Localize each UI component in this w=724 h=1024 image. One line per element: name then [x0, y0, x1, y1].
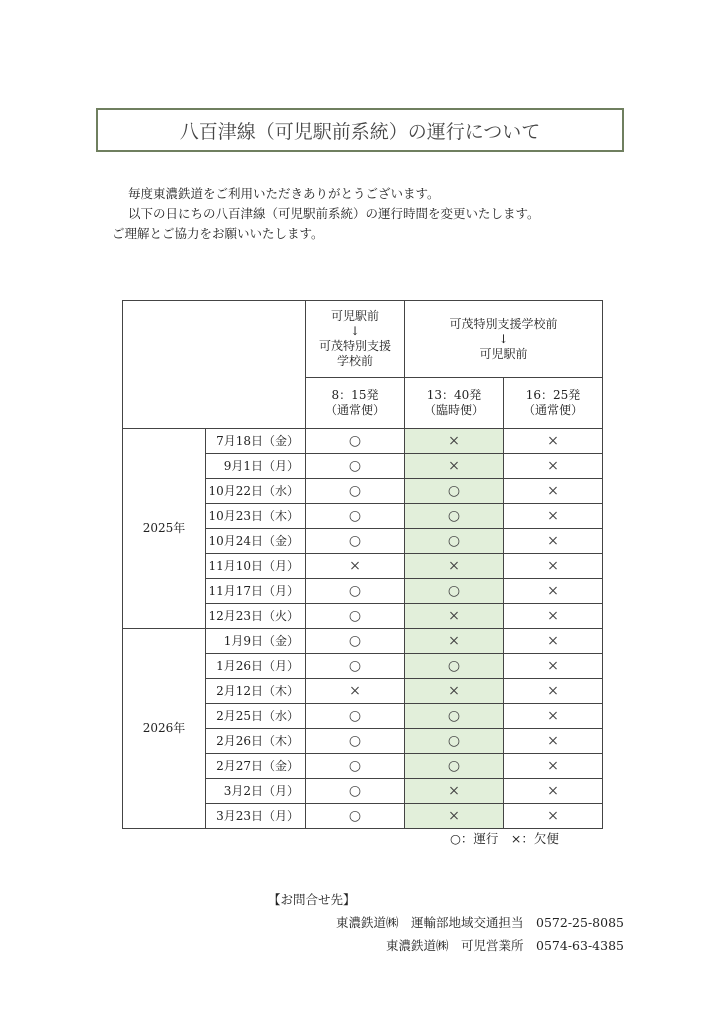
status-cancelled: × [504, 729, 603, 754]
status-operating: ○ [306, 504, 405, 529]
status-cancelled: × [504, 554, 603, 579]
table-row [123, 629, 603, 654]
contact-line: 東濃鉄道㈱ 可児営業所 0574-63-4385 [386, 938, 624, 953]
header-route-inbound [405, 301, 603, 378]
status-cancelled: × [504, 679, 603, 704]
date-cell: 2月27日（金） [206, 754, 306, 779]
date-cell: 1月9日（金） [206, 629, 306, 654]
route-from: 可児駅前 [330, 309, 379, 323]
status-cancelled: × [504, 629, 603, 654]
route-to: 可茂特別支援 [318, 339, 391, 353]
date-cell: 1月26日（月） [206, 654, 306, 679]
date-cell: 10月23日（木） [206, 504, 306, 529]
date-cell: 12月23日（火） [206, 604, 306, 629]
departure-time: 13：40発 [426, 388, 482, 402]
status-operating: ○ [306, 754, 405, 779]
departure-time: 8：15発 [331, 388, 379, 402]
status-operating: ○ [306, 779, 405, 804]
route-from: 可茂特別支援学校前 [449, 316, 558, 331]
intro-text [112, 184, 540, 244]
status-cancelled: × [504, 754, 603, 779]
status-cancelled: × [405, 454, 504, 479]
status-cancelled: × [504, 479, 603, 504]
status-cancelled: × [504, 779, 603, 804]
status-operating: ○ [306, 729, 405, 754]
title-text: 八百津線（可児駅前系統）の運行について [179, 120, 541, 143]
header-time-1625 [504, 378, 603, 429]
status-cancelled: × [405, 629, 504, 654]
status-operating: ○ [405, 704, 504, 729]
service-type: （臨時便） [423, 403, 484, 417]
status-cancelled: × [504, 804, 603, 829]
status-cancelled: × [306, 554, 405, 579]
status-operating: ○ [405, 579, 504, 604]
status-operating: ○ [306, 654, 405, 679]
status-operating: ○ [306, 479, 405, 504]
status-operating: ○ [306, 604, 405, 629]
status-cancelled: × [504, 654, 603, 679]
arrow-down-icon: ↓ [349, 324, 361, 338]
status-cancelled: × [405, 604, 504, 629]
status-operating: ○ [405, 754, 504, 779]
schedule-table [122, 300, 603, 829]
date-cell: 10月22日（水） [206, 479, 306, 504]
status-cancelled: × [504, 604, 603, 629]
header-time-0815 [306, 378, 405, 429]
header-time-1340 [405, 378, 504, 429]
date-cell: 11月17日（月） [206, 579, 306, 604]
departure-time: 16：25発 [525, 388, 581, 402]
status-cancelled: × [405, 429, 504, 454]
page-title [96, 108, 624, 152]
date-cell: 2月12日（木） [206, 679, 306, 704]
status-cancelled: × [504, 704, 603, 729]
status-operating: ○ [405, 654, 504, 679]
date-cell: 11月10日（月） [206, 554, 306, 579]
status-cancelled: × [405, 554, 504, 579]
contact-line: 東濃鉄道㈱ 運輸部地域交通担当 0572-25-8085 [336, 915, 624, 930]
status-operating: ○ [306, 579, 405, 604]
status-operating: ○ [306, 429, 405, 454]
header-route-outbound [306, 301, 405, 378]
table-row [123, 429, 603, 454]
date-cell: 7月18日（金） [206, 429, 306, 454]
status-operating: ○ [306, 804, 405, 829]
date-cell: 2月26日（木） [206, 729, 306, 754]
route-to: 可児駅前 [479, 346, 528, 361]
status-cancelled: × [504, 429, 603, 454]
status-cancelled: × [504, 579, 603, 604]
legend: ○：運行 ×：欠便 [450, 831, 559, 846]
status-operating: ○ [306, 704, 405, 729]
contact-heading: 【お問合せ先】 [268, 892, 356, 907]
status-operating: ○ [306, 529, 405, 554]
service-type: （通常便） [522, 403, 583, 417]
date-cell: 2月25日（水） [206, 704, 306, 729]
schedule-body [123, 429, 603, 829]
date-cell: 3月23日（月） [206, 804, 306, 829]
arrow-down-icon: ↓ [498, 331, 509, 346]
date-cell: 3月2日（月） [206, 779, 306, 804]
year-cell: 2026年 [123, 629, 206, 829]
status-operating: ○ [405, 504, 504, 529]
status-cancelled: × [405, 804, 504, 829]
intro-line: 毎度東濃鉄道をご利用いただきありがとうございます。 [128, 186, 440, 201]
status-cancelled: × [504, 504, 603, 529]
status-operating: ○ [405, 529, 504, 554]
status-cancelled: × [306, 679, 405, 704]
intro-line: ご理解とご協力をお願いいたします。 [112, 226, 324, 241]
status-cancelled: × [504, 529, 603, 554]
status-cancelled: × [504, 454, 603, 479]
status-operating: ○ [306, 454, 405, 479]
intro-line: 以下の日にちの八百津線（可児駅前系統）の運行時間を変更いたします。 [128, 206, 540, 221]
contact-lines [336, 911, 624, 957]
status-operating: ○ [405, 479, 504, 504]
header-row-route [123, 301, 603, 378]
status-cancelled: × [405, 679, 504, 704]
status-cancelled: × [405, 779, 504, 804]
date-cell: 9月1日（月） [206, 454, 306, 479]
header-blank [123, 301, 306, 429]
year-cell: 2025年 [123, 429, 206, 629]
status-operating: ○ [405, 729, 504, 754]
service-type: （通常便） [324, 403, 385, 417]
date-cell: 10月24日（金） [206, 529, 306, 554]
status-operating: ○ [306, 629, 405, 654]
route-to-cont: 学校前 [336, 354, 373, 368]
